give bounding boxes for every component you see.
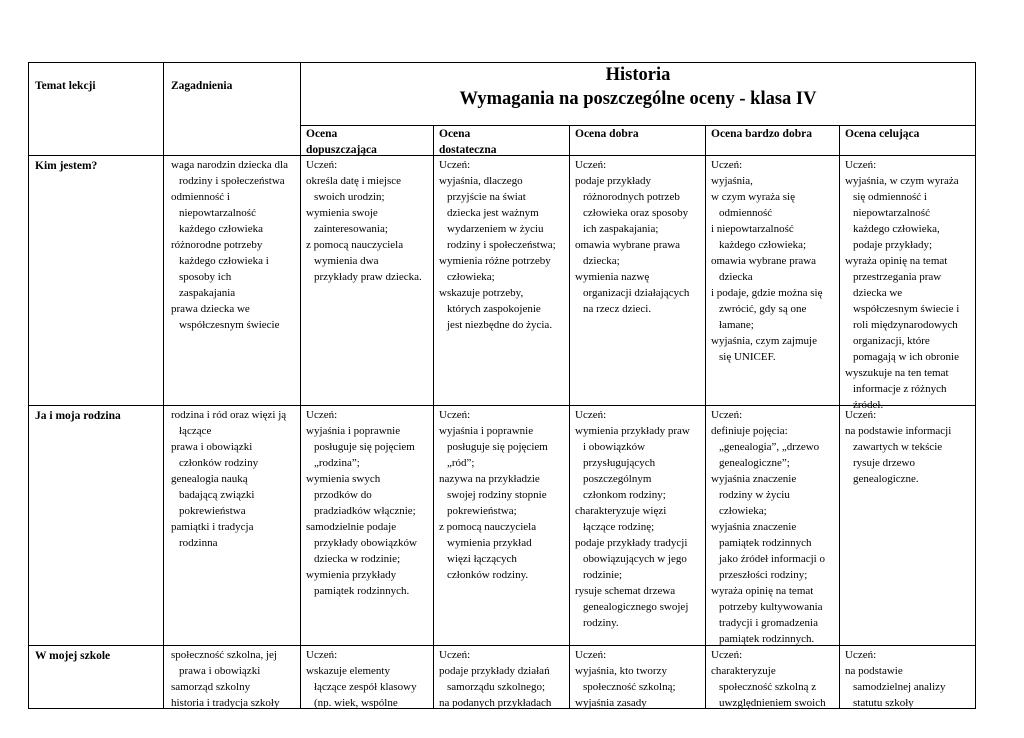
grade-requirements xyxy=(575,647,676,711)
cell-line: wymienia przykład xyxy=(447,537,532,549)
cell-line: dopuszczająca xyxy=(306,144,377,156)
cell-line: rysuje schemat drzewa xyxy=(575,585,676,597)
page-title: Historia xyxy=(605,65,671,85)
cell-line: źródeł. xyxy=(853,399,884,411)
cell-line: wyjaśnia, kto tworzy xyxy=(575,665,667,677)
cell-line: W mojej szkole xyxy=(35,650,111,662)
row-divider xyxy=(28,645,976,646)
cell-line: społeczność szkolna, jej xyxy=(171,649,277,661)
cell-line: wyjaśnia znaczenie xyxy=(711,521,797,533)
cell-line: i podaje, gdzie można się xyxy=(711,287,823,299)
cell-line: Uczeń: xyxy=(439,159,471,171)
cell-line: omawia wybrane prawa xyxy=(711,255,817,267)
cell-line: różnorodnych potrzeb xyxy=(583,191,680,203)
cell-line: człowieka; xyxy=(447,271,495,283)
cell-line: Uczeń: xyxy=(845,409,877,421)
grade-requirements xyxy=(711,157,823,365)
cell-line: określa datę i miejsce xyxy=(306,175,401,187)
cell-line: „genealogia”, „drzewo xyxy=(719,441,820,453)
cell-line: prawa dziecka we xyxy=(171,303,250,315)
cell-line: Uczeń: xyxy=(306,409,338,421)
grade-requirements xyxy=(575,157,689,317)
cell-line: których zaspokojenie xyxy=(447,303,541,315)
header-issues: Zagadnienia xyxy=(171,80,233,92)
cell-line: człowieka; xyxy=(719,505,767,517)
cell-line: Uczeń: xyxy=(575,649,607,661)
grade-requirements xyxy=(439,647,551,711)
cell-line: badającą związki xyxy=(179,489,255,501)
cell-line: jako źródeł informacji o xyxy=(719,553,825,565)
col-divider xyxy=(163,62,164,709)
cell-line: (np. wiek, wspólne xyxy=(314,697,398,709)
cell-line: członkom rodziny; xyxy=(583,489,666,501)
cell-line: „rodzina”; xyxy=(314,457,360,469)
grade-header xyxy=(845,126,919,142)
cell-line: wyjaśnia, czym zajmuje xyxy=(711,335,817,347)
cell-line: waga narodzin dziecka dla xyxy=(171,159,288,171)
cell-line: rysuje drzewo xyxy=(853,457,916,469)
col-divider xyxy=(433,125,434,709)
cell-line: zainteresowania; xyxy=(314,223,388,235)
cell-line: charakteryzuje xyxy=(711,665,776,677)
cell-line: niepowtarzalność xyxy=(179,207,256,219)
cell-line: zawartych w tekście xyxy=(853,441,943,453)
cell-line: prawa i obowiązki xyxy=(179,665,261,677)
cell-line: pokrewieństwa xyxy=(179,505,246,517)
cell-line: wymienia swych xyxy=(306,473,381,485)
cell-line: na podanych przykładach xyxy=(439,697,552,709)
cell-line: z pomocą nauczyciela xyxy=(439,521,537,533)
cell-line: pamiątki i tradycja xyxy=(171,521,254,533)
grade-header xyxy=(439,126,497,158)
cell-line: rodziny i społeczeństwa; xyxy=(447,239,556,251)
cell-line: członków rodziny xyxy=(179,457,259,469)
cell-line: i obowiązków xyxy=(583,441,646,453)
cell-line: przodków do xyxy=(314,489,372,501)
cell-line: Ocena bardzo dobra xyxy=(711,128,812,140)
cell-line: współczesnym świecie i xyxy=(853,303,960,315)
cell-line: pamiątek rodzinnych xyxy=(719,537,812,549)
header-bottom-rule xyxy=(28,155,976,156)
cell-line: informacje z różnych xyxy=(853,383,947,395)
cell-line: podaje przykłady działań xyxy=(439,665,550,677)
cell-line: dziecka xyxy=(719,271,753,283)
cell-line: przestrzegania praw xyxy=(853,271,942,283)
grade-requirements xyxy=(711,647,826,711)
cell-line: statutu szkoły xyxy=(853,697,914,709)
cell-line: przysługujących xyxy=(583,457,656,469)
cell-line: Uczeń: xyxy=(711,649,743,661)
cell-line: pokrewieństwa; xyxy=(447,505,517,517)
cell-line: Ja i moja rodzina xyxy=(35,410,121,422)
cell-line: łączące xyxy=(179,425,212,437)
cell-line: Uczeń: xyxy=(845,649,877,661)
cell-line: rodzinna xyxy=(179,537,218,549)
cell-line: pamiątek rodzinnych. xyxy=(719,633,815,645)
cell-line: Uczeń: xyxy=(575,159,607,171)
cell-line: dostateczna xyxy=(439,144,497,156)
cell-line: Ocena xyxy=(439,128,471,140)
cell-line: rodziny i społeczeństwa xyxy=(179,175,285,187)
cell-line: nazywa na przykładzie xyxy=(439,473,540,485)
cell-line: samodzielnej analizy xyxy=(853,681,946,693)
cell-line: pomagają w ich obronie xyxy=(853,351,959,363)
grade-requirements xyxy=(306,157,422,285)
cell-line: rodzinie; xyxy=(583,569,623,581)
cell-line: wyjaśnia zasady xyxy=(575,697,647,709)
cell-line: pradziadków włącznie; xyxy=(314,505,416,517)
cell-line: się odmienność i xyxy=(853,191,927,203)
col-divider xyxy=(705,125,706,709)
cell-line: genealogia nauką xyxy=(171,473,248,485)
cell-line: dziecka; xyxy=(583,255,620,267)
cell-line: społeczność szkolną; xyxy=(583,681,676,693)
lesson-issues xyxy=(171,157,288,333)
cell-line: roli międzynarodowych xyxy=(853,319,958,331)
grade-header xyxy=(306,126,377,158)
cell-line: wymienia różne potrzeby xyxy=(439,255,551,267)
cell-line: zaspakajania xyxy=(179,287,236,299)
cell-line: podaje przykłady; xyxy=(853,239,933,251)
cell-line: wymienia dwa xyxy=(314,255,379,267)
cell-line: Ocena dobra xyxy=(575,128,639,140)
cell-line: omawia wybrane prawa xyxy=(575,239,681,251)
cell-line: „ród”; xyxy=(447,457,475,469)
cell-line: jest niezbędne do życia. xyxy=(447,319,553,331)
cell-line: genealogiczne. xyxy=(853,473,919,485)
cell-line: podaje przykłady xyxy=(575,175,652,187)
cell-line: rodziny. xyxy=(583,617,619,629)
cell-line: niepowtarzalność xyxy=(853,207,930,219)
cell-line: przykłady obowiązków xyxy=(314,537,417,549)
cell-line: łączące zespół klasowy xyxy=(314,681,417,693)
grade-requirements xyxy=(306,407,417,599)
cell-line: tradycji i gromadzenia xyxy=(719,617,818,629)
cell-line: wyjaśnia znaczenie xyxy=(711,473,797,485)
cell-line: każdego człowieka, xyxy=(853,223,940,235)
cell-line: potrzeby kultywowania xyxy=(719,601,823,613)
cell-line: wyraża opinię na temat xyxy=(845,255,948,267)
cell-line: Uczeń: xyxy=(845,159,877,171)
cell-line: i niepowtarzalność xyxy=(711,223,794,235)
cell-line: samorząd szkolny xyxy=(171,681,251,693)
grade-header xyxy=(711,126,812,142)
cell-line: charakteryzuje więzi xyxy=(575,505,667,517)
cell-line: zwrócić, gdy są one xyxy=(719,303,807,315)
cell-line: posługuje się pojęciem xyxy=(447,441,548,453)
cell-line: rodziny w życiu xyxy=(719,489,790,501)
table-border-top xyxy=(28,62,976,63)
cell-line: obowiązujących w jego xyxy=(583,553,687,565)
lesson-topic xyxy=(35,648,110,664)
lesson-topic xyxy=(35,408,121,424)
cell-line: ich zaspakajania; xyxy=(583,223,659,235)
cell-line: sposoby ich xyxy=(179,271,232,283)
cell-line: w czym wyraża się xyxy=(711,191,795,203)
grade-header xyxy=(575,126,639,142)
cell-line: uwzględnieniem swoich xyxy=(719,697,826,709)
cell-line: członków rodziny. xyxy=(447,569,529,581)
grade-requirements xyxy=(845,647,946,711)
cell-line: rodzina i ród oraz więzi ją xyxy=(171,409,287,421)
header-topic: Temat lekcji xyxy=(35,80,96,92)
cell-line: swoich urodzin; xyxy=(314,191,385,203)
col-divider xyxy=(300,62,301,709)
cell-line: łamane; xyxy=(719,319,754,331)
cell-line: Uczeń: xyxy=(575,409,607,421)
page-subtitle: Wymagania na poszczególne oceny - klasa IV xyxy=(459,89,817,109)
cell-line: przeszłości rodziny; xyxy=(719,569,808,581)
cell-line: wymienia nazwę xyxy=(575,271,650,283)
cell-line: z pomocą nauczyciela xyxy=(306,239,404,251)
cell-line: prawa i obowiązki xyxy=(171,441,253,453)
grade-requirements xyxy=(845,407,951,487)
cell-line: wydarzeniem w życiu xyxy=(447,223,544,235)
cell-line: dziecka jest ważnym xyxy=(447,207,539,219)
cell-line: Ocena celująca xyxy=(845,128,920,140)
cell-line: Uczeń: xyxy=(711,159,743,171)
cell-line: genealogiczne”; xyxy=(719,457,790,469)
cell-line: wymienia przykłady xyxy=(306,569,397,581)
cell-line: historia i tradycja szkoły xyxy=(171,697,280,709)
cell-line: podaje przykłady tradycji xyxy=(575,537,688,549)
cell-line: na podstawie informacji xyxy=(845,425,952,437)
cell-line: wskazuje elementy xyxy=(306,665,390,677)
cell-line: wyjaśnia i poprawnie xyxy=(439,425,534,437)
cell-line: przyjście na świat xyxy=(447,191,526,203)
grade-requirements xyxy=(306,647,417,711)
col-divider xyxy=(975,62,976,709)
cell-line: współczesnym świecie xyxy=(179,319,280,331)
grade-requirements xyxy=(845,157,959,413)
cell-line: odmienność xyxy=(719,207,773,219)
row-divider xyxy=(28,405,976,406)
cell-line: każdego człowieka xyxy=(179,223,263,235)
grade-requirements xyxy=(711,407,825,647)
cell-line: na rzecz dzieci. xyxy=(583,303,652,315)
cell-line: definiuje pojęcia: xyxy=(711,425,788,437)
grade-requirements xyxy=(439,157,556,333)
cell-line: wyjaśnia, dlaczego xyxy=(439,175,523,187)
cell-line: dziecka we xyxy=(853,287,903,299)
lesson-topic xyxy=(35,158,97,174)
cell-line: poszczególnym xyxy=(583,473,652,485)
cell-line: posługuje się pojęciem xyxy=(314,441,415,453)
cell-line: wyjaśnia, w czym wyraża xyxy=(845,175,959,187)
requirements-table xyxy=(28,62,976,709)
col-divider xyxy=(28,62,29,709)
cell-line: Ocena xyxy=(306,128,338,140)
cell-line: przykłady praw dziecka. xyxy=(314,271,422,283)
cell-line: swojej rodziny stopnie xyxy=(447,489,547,501)
cell-line: odmienność i xyxy=(171,191,230,203)
cell-line: wyszukuje na ten temat xyxy=(845,367,949,379)
grade-requirements xyxy=(575,407,690,631)
cell-line: Uczeń: xyxy=(439,649,471,661)
grade-requirements xyxy=(439,407,548,583)
cell-line: Uczeń: xyxy=(306,649,338,661)
cell-line: więzi łączących xyxy=(447,553,517,565)
cell-line: wskazuje potrzeby, xyxy=(439,287,524,299)
cell-line: wyjaśnia i poprawnie xyxy=(306,425,401,437)
cell-line: genealogicznego swojej xyxy=(583,601,689,613)
lesson-issues xyxy=(171,647,279,711)
cell-line: organizacji działających xyxy=(583,287,690,299)
cell-line: na podstawie xyxy=(845,665,903,677)
col-divider xyxy=(569,125,570,709)
cell-line: Uczeń: xyxy=(439,409,471,421)
cell-line: pamiątek rodzinnych. xyxy=(314,585,410,597)
lesson-issues xyxy=(171,407,286,551)
cell-line: społeczność szkolną z xyxy=(719,681,817,693)
cell-line: wyraża opinię na temat xyxy=(711,585,814,597)
cell-line: dziecka w rodzinie; xyxy=(314,553,401,565)
cell-line: każdego człowieka i xyxy=(179,255,269,267)
cell-line: wyjaśnia, xyxy=(711,175,753,187)
cell-line: się UNICEF. xyxy=(719,351,776,363)
cell-line: każdego człowieka; xyxy=(719,239,807,251)
cell-line: organizacji, które xyxy=(853,335,930,347)
col-divider xyxy=(839,125,840,709)
cell-line: Kim jestem? xyxy=(35,160,98,172)
cell-line: samorządu szkolnego; xyxy=(447,681,546,693)
cell-line: samodzielnie podaje xyxy=(306,521,397,533)
cell-line: łączące rodzinę; xyxy=(583,521,655,533)
cell-line: Uczeń: xyxy=(306,159,338,171)
cell-line: różnorodne potrzeby xyxy=(171,239,263,251)
cell-line: wymienia przykłady praw xyxy=(575,425,690,437)
cell-line: Uczeń: xyxy=(711,409,743,421)
cell-line: wymienia swoje xyxy=(306,207,378,219)
cell-line: człowieka oraz sposoby xyxy=(583,207,689,219)
